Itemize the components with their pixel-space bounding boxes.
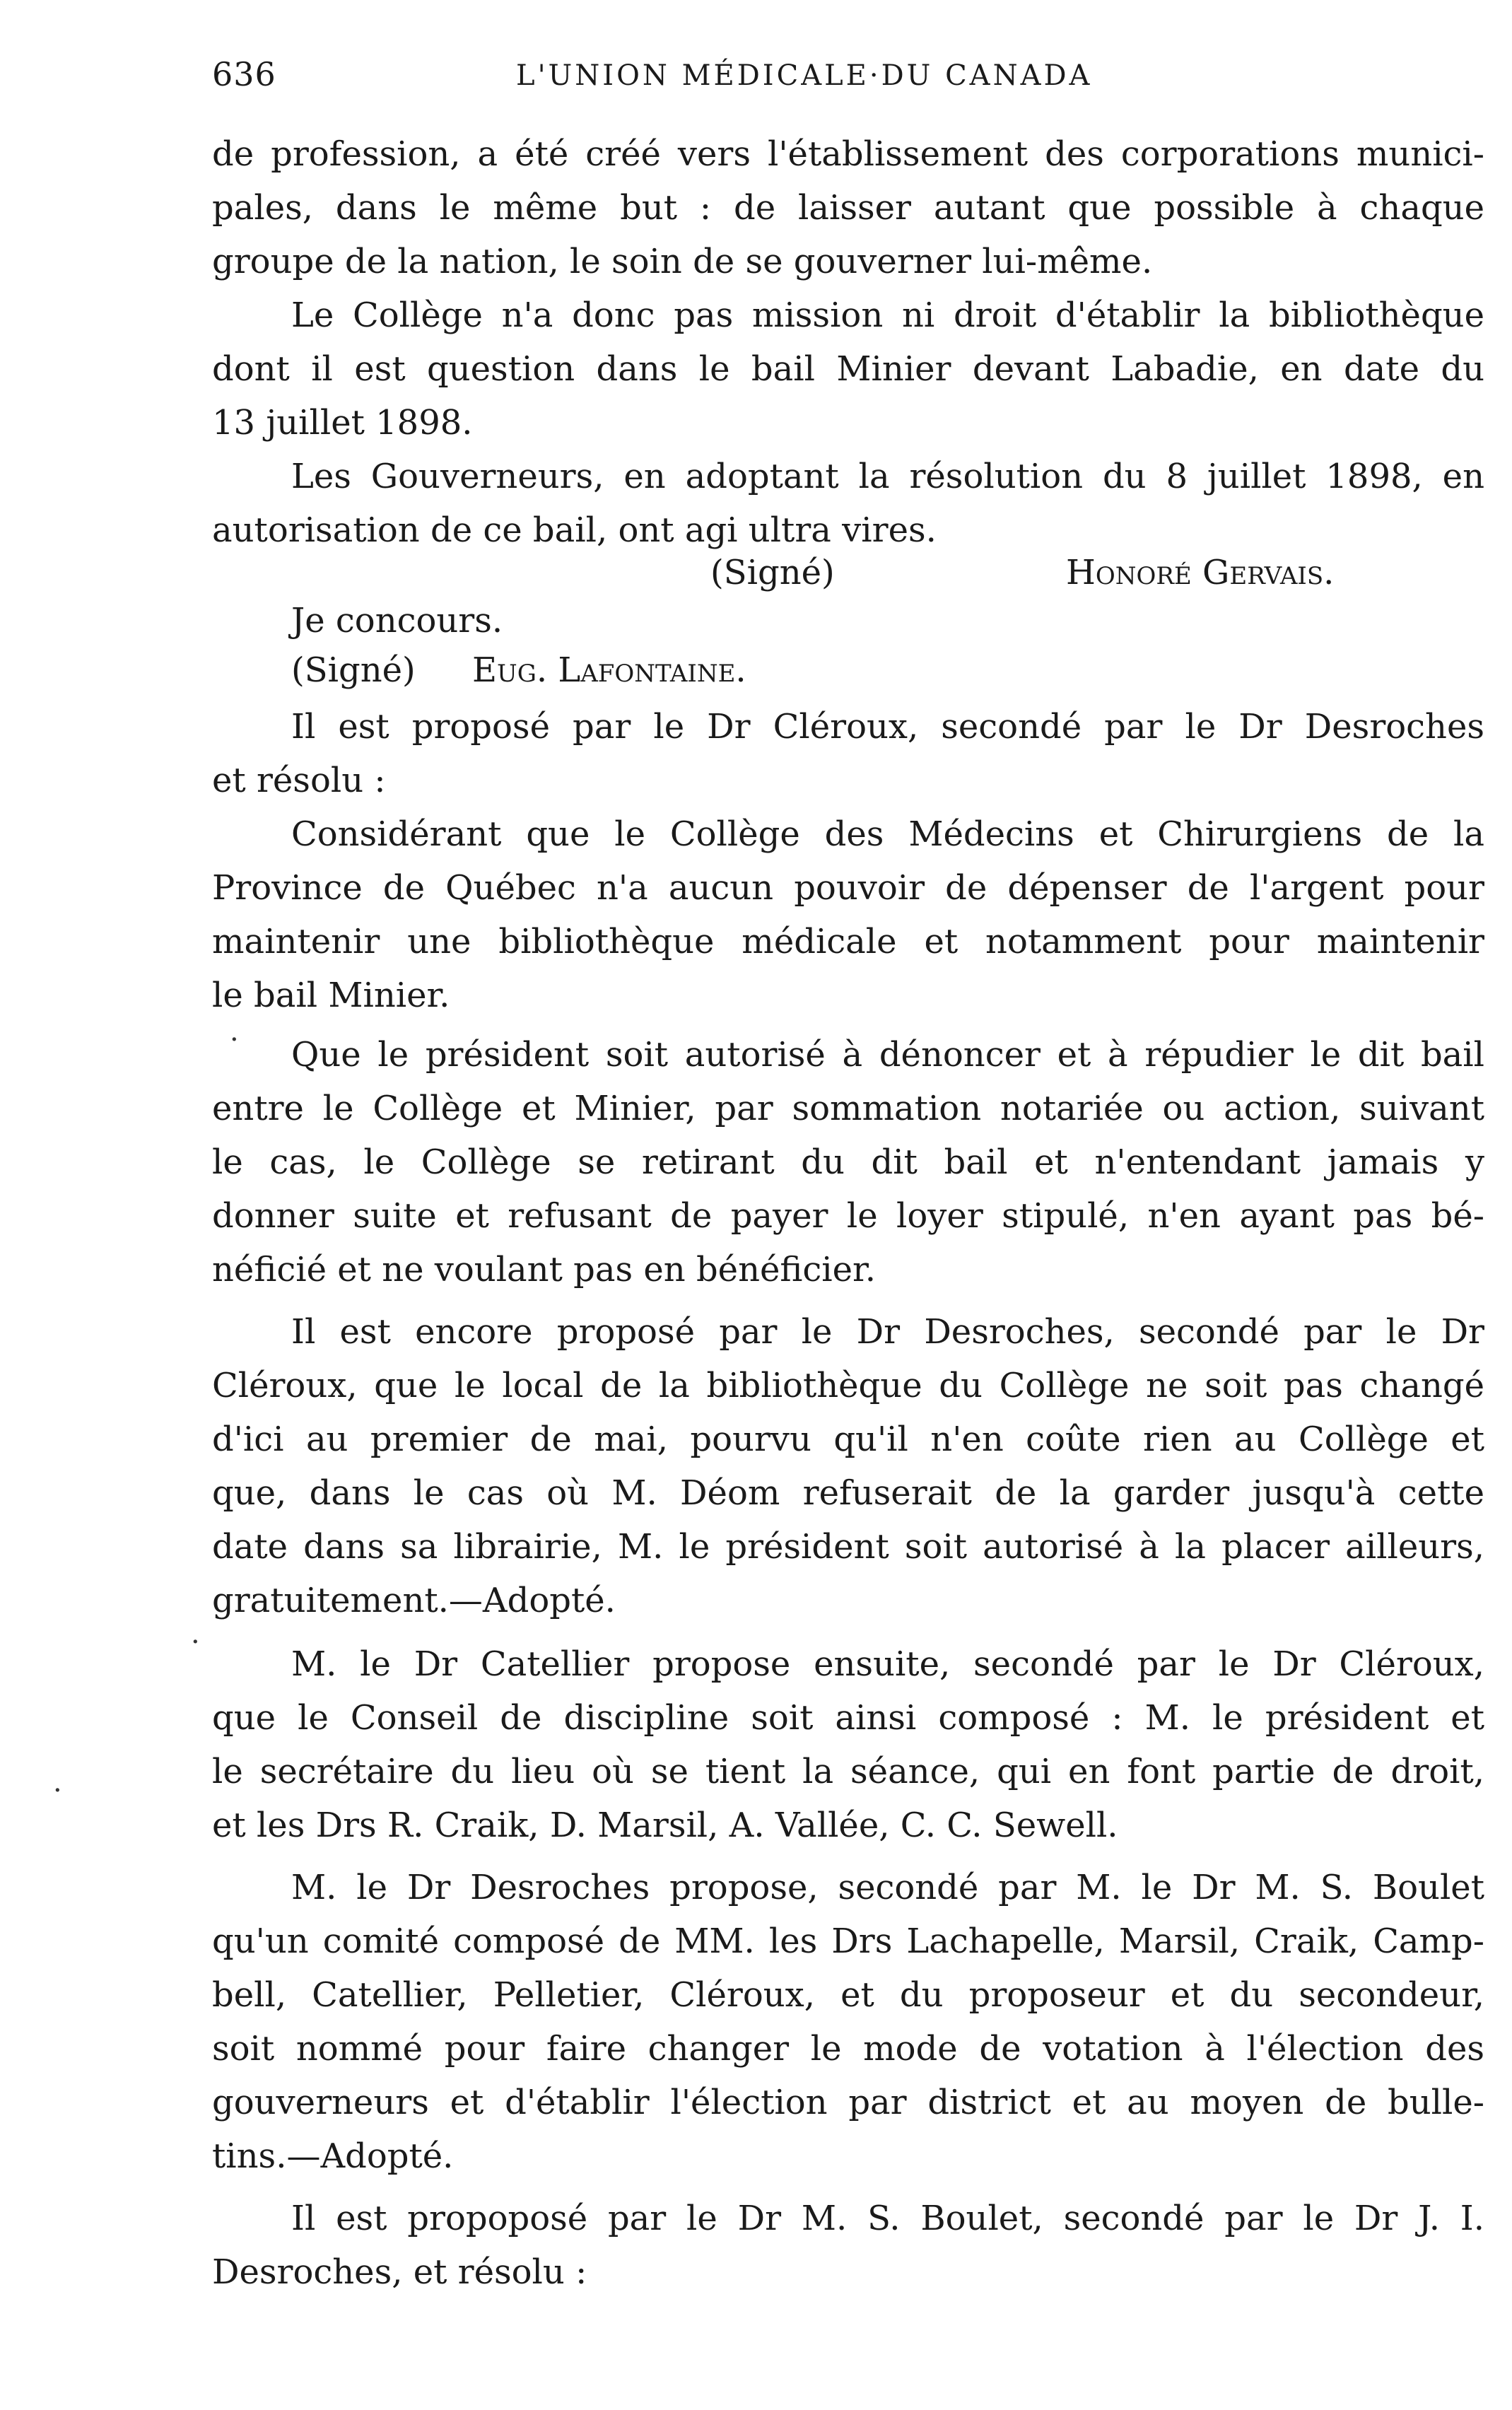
- text-line: le cas, le Collège se retirant du dit bail et n'entendant jamais y: [212, 1142, 1484, 1182]
- text-line: gouverneurs et d'établir l'élection par district et au moyen de bulle-: [212, 2083, 1484, 2122]
- text-line: Il est proposé par le Dr Cléroux, secondé par le Dr Desroches: [291, 707, 1484, 747]
- text-line: autorisation de ce bail, ont agi ultra vires.: [212, 510, 937, 550]
- text-line: qu'un comité composé de MM. les Drs Lachapelle, Marsil, Craik, Camp-: [212, 1921, 1484, 1961]
- text-line: que le Conseil de discipline soit ainsi composé : M. le président et: [212, 1698, 1484, 1738]
- text-line: néficié et ne voulant pas en bénéficier.: [212, 1250, 876, 1289]
- text-line: Il est encore proposé par le Dr Desroches, secondé par le Dr: [291, 1312, 1484, 1352]
- text-line: le bail Minier.: [212, 976, 450, 1015]
- text-line: Considérant que le Collège des Médecins et Chirurgiens de la: [291, 814, 1484, 854]
- text-line: Le Collège n'a donc pas mission ni droit d'établir la bibliothèque: [291, 296, 1484, 335]
- text-line: maintenir une bibliothèque médicale et notamment pour maintenir: [212, 922, 1484, 961]
- concurrence-line: Je concours.: [291, 601, 503, 640]
- text-line: entre le Collège et Minier, par sommation notariée ou action, suivant: [212, 1089, 1484, 1128]
- text-line: soit nommé pour faire changer le mode de votation à l'élection des: [212, 2029, 1484, 2069]
- text-line: d'ici au premier de mai, pourvu qu'il n'en coûte rien au Collège et: [212, 1420, 1484, 1459]
- text-line: et résolu :: [212, 761, 386, 800]
- signature-signed-label: (Signé): [291, 650, 416, 690]
- text-line: date dans sa librairie, M. le président soit autorisé à la placer ailleurs,: [212, 1527, 1484, 1567]
- text-line: Les Gouverneurs, en adoptant la résolution du 8 juillet 1898, en: [291, 457, 1484, 496]
- signature-name: Eug. Lafontaine.: [472, 650, 746, 690]
- text-line: que, dans le cas où M. Déom refuserait de la garder jusqu'à cette: [212, 1473, 1484, 1513]
- text-line: pales, dans le même but : de laisser autant que possible à chaque: [212, 188, 1484, 228]
- text-line: donner suite et refusant de payer le loyer stipulé, n'en ayant pas bé-: [212, 1196, 1484, 1236]
- text-line: tins.—Adopté.: [212, 2136, 454, 2176]
- scan-mark: ·: [230, 1024, 239, 1056]
- text-line: M. le Dr Catellier propose ensuite, secondé par le Dr Cléroux,: [291, 1644, 1484, 1684]
- signature-name: Honoré Gervais.: [1066, 553, 1335, 592]
- text-line: Province de Québec n'a aucun pouvoir de dépenser de l'argent pour: [212, 868, 1484, 908]
- page-header: [212, 55, 1484, 112]
- text-line: 13 juillet 1898.: [212, 403, 473, 443]
- text-line: groupe de la nation, le soin de se gouverner lui-même.: [212, 242, 1153, 281]
- text-line: dont il est question dans le bail Minier devant Labadie, en date du: [212, 349, 1484, 389]
- signature-signed-label: (Signé): [710, 553, 835, 592]
- text-line: bell, Catellier, Pelletier, Cléroux, et du proposeur et du secondeur,: [212, 1975, 1484, 2015]
- page-number: 636: [212, 55, 276, 93]
- text-line: gratuitement.—Adopté.: [212, 1581, 616, 1620]
- text-line: M. le Dr Desroches propose, secondé par M. le Dr M. S. Boulet: [291, 1868, 1484, 1907]
- text-line: et les Drs R. Craik, D. Marsil, A. Vallée, C. C. Sewell.: [212, 1806, 1118, 1845]
- scan-mark: ·: [191, 1626, 200, 1659]
- text-line: de profession, a été créé vers l'établissement des corporations munici-: [212, 134, 1484, 174]
- text-line: Il est propoposé par le Dr M. S. Boulet, secondé par le Dr J. I.: [291, 2199, 1484, 2238]
- text-line: Que le président soit autorisé à dénoncer et à répudier le dit bail: [291, 1035, 1484, 1075]
- scan-mark: ·: [53, 1774, 62, 1807]
- running-title: L'UNION MÉDICALE·DU CANADA: [516, 59, 1093, 92]
- text-line: le secrétaire du lieu où se tient la séance, qui en font partie de droit,: [212, 1752, 1484, 1791]
- text-line: Desroches, et résolu :: [212, 2252, 587, 2292]
- text-line: Cléroux, que le local de la bibliothèque du Collège ne soit pas changé: [212, 1366, 1484, 1405]
